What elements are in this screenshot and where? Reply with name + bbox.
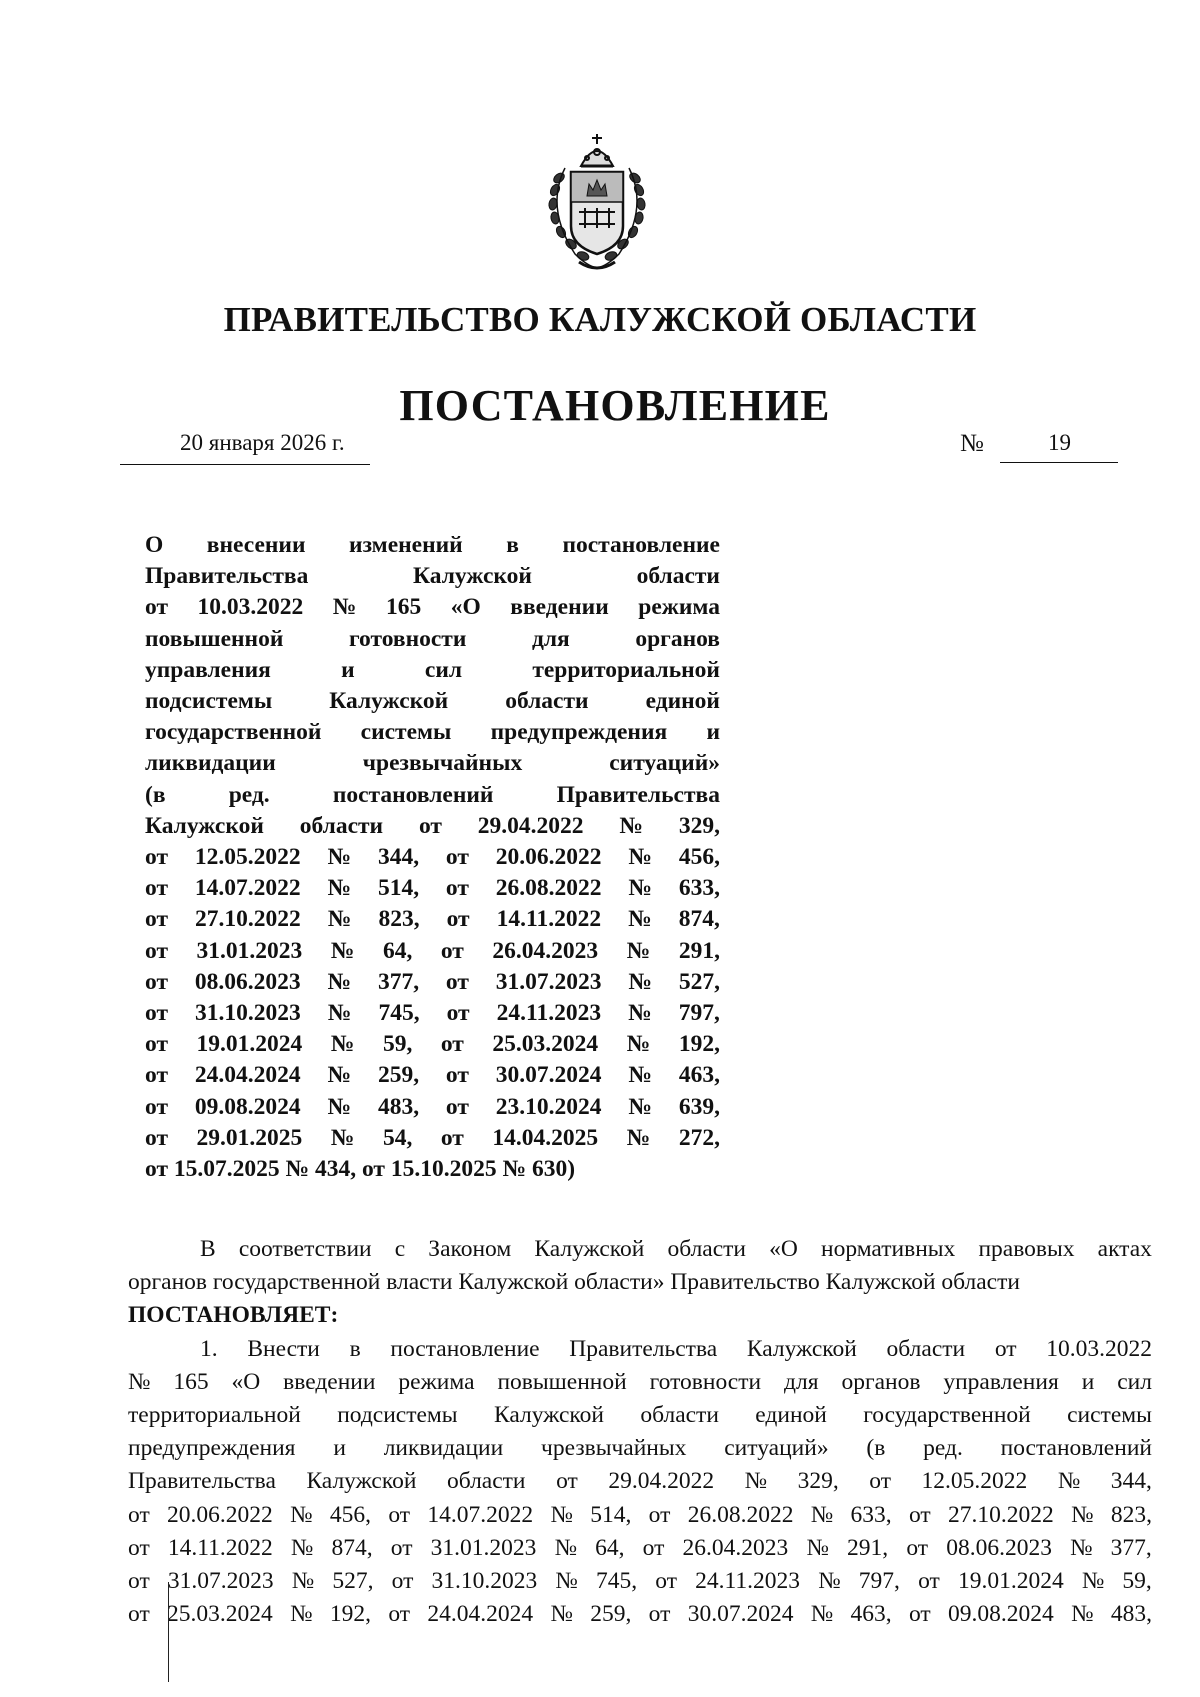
word: 514, (590, 1501, 632, 1528)
word: 874, (331, 1534, 373, 1561)
subject-line (145, 1060, 720, 1091)
word: ликвидации (145, 750, 276, 777)
word: 514, (377, 875, 420, 902)
preamble-line (128, 1266, 1152, 1299)
item-1 (128, 1333, 1152, 1632)
word: соответствии (238, 1236, 372, 1262)
word: № (628, 906, 652, 933)
word: постановление (562, 532, 720, 558)
item-line (128, 1333, 1152, 1366)
word: № (806, 1534, 829, 1561)
word: 20.06.2022 (167, 1501, 273, 1528)
word: изменений (349, 532, 463, 558)
word: № (327, 1093, 352, 1120)
preamble-line (128, 1233, 1152, 1266)
word: 24.11.2023 (695, 1568, 801, 1595)
word: № (1071, 1601, 1094, 1628)
word: 259, (590, 1601, 632, 1628)
word: государственной (863, 1402, 1031, 1429)
word: от (418, 812, 442, 839)
word: области (505, 688, 589, 715)
word: 823, (378, 906, 420, 933)
word: № (1057, 1468, 1081, 1495)
word: (в (145, 781, 166, 808)
word: Калужской (493, 1402, 604, 1429)
word: № (818, 1568, 841, 1595)
subject-line (145, 748, 720, 779)
subject-line (145, 592, 720, 623)
word: управления (145, 656, 271, 683)
word: 745, (378, 1000, 420, 1027)
word: области (299, 812, 384, 839)
subject-line: от 15.07.2025 № 434, от 15.10.2025 № 630) (145, 1156, 576, 1183)
word: 08.06.2023 (194, 968, 301, 995)
word: 64, (382, 937, 413, 964)
word: внесении (206, 532, 306, 558)
word: от (145, 1093, 168, 1120)
word: с (394, 1236, 406, 1262)
word: № (555, 1568, 578, 1595)
word: Калужской (413, 563, 532, 590)
word: предупреждения (128, 1435, 296, 1462)
word: 08.06.2023 (946, 1534, 1052, 1561)
word: системы (1067, 1402, 1152, 1429)
word: от (908, 1501, 931, 1528)
word: «О (769, 1236, 798, 1262)
word: от (145, 1031, 168, 1058)
subject-line (145, 842, 720, 873)
subject-line (145, 998, 720, 1029)
word: 14.11.2022 (167, 1534, 273, 1561)
subject-line (145, 904, 720, 935)
word: 19.01.2024 (957, 1568, 1064, 1595)
document-body (128, 1233, 1152, 1631)
word: Калужской (306, 1468, 417, 1495)
word: № (810, 1501, 834, 1528)
item-line (128, 1565, 1152, 1598)
word: 19.01.2024 (196, 1031, 303, 1058)
item-line (128, 1366, 1152, 1399)
word: В (200, 1236, 216, 1262)
decree-line (128, 1299, 1152, 1332)
word: от (440, 937, 464, 964)
word: № (330, 1124, 355, 1151)
word: № (291, 1568, 315, 1595)
word: № (626, 937, 651, 964)
word: от (642, 1534, 665, 1561)
word: № (550, 1601, 573, 1628)
word: предупреждения (490, 719, 668, 746)
word: от (128, 1534, 150, 1561)
word: 745, (596, 1568, 638, 1595)
word: № (554, 1534, 577, 1561)
word: постановлений (1000, 1435, 1152, 1462)
word: единой (755, 1402, 827, 1429)
word: 31.10.2023 (195, 1000, 301, 1027)
word: готовности (649, 1368, 762, 1395)
word: от (388, 1601, 411, 1628)
word: (в (866, 1435, 886, 1462)
word: № (628, 1093, 652, 1120)
word: 29.04.2022 (608, 1468, 715, 1495)
word: 26.04.2023 (492, 937, 599, 964)
word: от (446, 1000, 470, 1027)
word: для (784, 1368, 819, 1395)
word: 26.08.2022 (687, 1501, 794, 1528)
item-line (128, 1399, 1152, 1432)
word: от (445, 1093, 469, 1120)
word: от (145, 844, 168, 871)
word: 24.04.2024 (194, 1062, 301, 1089)
word: 165 (385, 594, 422, 621)
word: № (290, 1501, 313, 1528)
word: 09.08.2024 (948, 1601, 1054, 1628)
word: от (145, 906, 168, 933)
word: от (445, 1062, 469, 1089)
word: № (628, 1062, 652, 1089)
word: 823, (1110, 1501, 1152, 1528)
word: от (446, 906, 470, 933)
word: от (128, 1568, 150, 1595)
margin-mark (168, 1582, 169, 1682)
word: области (446, 1468, 526, 1495)
word: ред. (923, 1435, 963, 1462)
word: и (341, 656, 355, 683)
word: 259, (377, 1062, 420, 1089)
word: Калужской (534, 1236, 645, 1262)
word: 377, (377, 968, 420, 995)
word: постановлений (332, 781, 494, 808)
word: от (440, 1031, 464, 1058)
subject-line (145, 686, 720, 717)
word: № (128, 1368, 151, 1395)
word: № (1071, 1501, 1094, 1528)
word: 59, (1122, 1568, 1152, 1595)
word: 344, (377, 844, 420, 871)
word: 192, (329, 1601, 371, 1628)
word: 291, (847, 1534, 889, 1561)
word: 12.05.2022 (921, 1468, 1028, 1495)
number-sign: № (960, 430, 984, 457)
subject-line (145, 717, 720, 748)
word: 272, (678, 1124, 720, 1151)
word: 26.04.2023 (682, 1534, 789, 1561)
word: повышенной (145, 625, 284, 652)
subject-line (145, 1123, 720, 1154)
word: от (445, 844, 469, 871)
word: от (145, 875, 168, 902)
subject-line (145, 530, 720, 561)
word: управления (943, 1368, 1059, 1395)
word: области (640, 1402, 719, 1429)
word: государственной (145, 719, 322, 746)
word: в (349, 1335, 361, 1362)
word: от (648, 1501, 671, 1528)
word: 797, (858, 1568, 900, 1595)
word: для (531, 625, 570, 652)
word: «О (450, 594, 481, 621)
word: 27.10.2022 (195, 906, 301, 933)
word: 874, (678, 906, 720, 933)
word: Калужской (746, 1335, 857, 1362)
word: 797, (678, 1000, 720, 1027)
word: территориальной (532, 656, 720, 683)
word: и (706, 719, 720, 746)
word: от (128, 1601, 150, 1628)
word: 14.07.2022 (194, 875, 301, 902)
word: от (145, 968, 168, 995)
word: от (391, 1568, 414, 1595)
word: № (327, 875, 352, 902)
word: 30.07.2024 (687, 1601, 794, 1628)
word: от (145, 1000, 168, 1027)
word: № (628, 1000, 652, 1027)
word: № (619, 812, 643, 839)
word: от (445, 875, 469, 902)
word: 09.08.2024 (194, 1093, 301, 1120)
word: правовых (978, 1236, 1075, 1262)
document-date: 20 января 2026 г. (180, 430, 345, 455)
subject-line (145, 780, 720, 811)
word: 31.01.2023 (196, 937, 303, 964)
number-underline (1000, 462, 1118, 463)
word: 31.10.2023 (431, 1568, 538, 1595)
word: 291, (678, 937, 720, 964)
word: 20.06.2022 (495, 844, 602, 871)
word: 12.05.2022 (194, 844, 301, 871)
word: введении (283, 1368, 376, 1395)
word: 483, (1110, 1601, 1152, 1628)
word: № (330, 1031, 355, 1058)
government-title: ПРАВИТЕЛЬСТВО КАЛУЖСКОЙ ОБЛАСТИ (223, 300, 977, 339)
word: от (440, 1124, 464, 1151)
preamble-text: органов государственной власти Калужской области» Правительство Калужской области (128, 1269, 1020, 1296)
word: 165 (173, 1368, 209, 1395)
word: 29.04.2022 (477, 812, 584, 839)
word: 54, (382, 1124, 413, 1151)
word: 24.11.2023 (496, 1000, 602, 1027)
word: 10.03.2022 (1046, 1335, 1152, 1362)
word: в (506, 532, 519, 558)
word: от (918, 1568, 940, 1595)
subject-line (145, 561, 720, 592)
word: сил (424, 656, 463, 683)
word: 27.10.2022 (948, 1501, 1054, 1528)
word: № (628, 968, 652, 995)
word: и (333, 1435, 346, 1462)
item-line (128, 1432, 1152, 1465)
word: единой (645, 688, 720, 715)
word: 10.03.2022 (197, 594, 304, 621)
word: Внести (247, 1335, 320, 1362)
word: № (810, 1601, 834, 1628)
word: № (327, 968, 352, 995)
word: № (327, 1000, 352, 1027)
word: 463, (850, 1601, 892, 1628)
word: № (628, 875, 652, 902)
word: подсистемы (145, 688, 273, 715)
word: «О (231, 1368, 261, 1395)
word: № (327, 1062, 352, 1089)
word: от (648, 1601, 671, 1628)
kaluga-coat-of-arms-icon (535, 128, 659, 278)
word: от (145, 1124, 168, 1151)
word: нормативных (821, 1236, 956, 1262)
word: от (145, 937, 168, 964)
subject-line (145, 655, 720, 686)
word: 14.11.2022 (496, 906, 602, 933)
word: введении (510, 594, 609, 621)
word: 14.04.2025 (492, 1124, 599, 1151)
word: 192, (678, 1031, 720, 1058)
item-line (128, 1532, 1152, 1565)
word: от (145, 1062, 168, 1089)
word: 344, (1110, 1468, 1152, 1495)
subject-line (145, 967, 720, 998)
subject-line (145, 873, 720, 904)
word: № (626, 1031, 651, 1058)
word: и (1081, 1368, 1095, 1395)
word: системы (360, 719, 452, 746)
word: чрезвычайных (362, 750, 523, 777)
word: Правительства (569, 1335, 718, 1362)
item-line (128, 1499, 1152, 1532)
word: 527, (332, 1568, 374, 1595)
word: № (744, 1468, 768, 1495)
word: 527, (678, 968, 720, 995)
word: от (388, 1501, 411, 1528)
word: Законом (428, 1236, 512, 1262)
word: 633, (850, 1501, 892, 1528)
word: ликвидации (383, 1435, 504, 1462)
word: чрезвычайных (541, 1435, 687, 1462)
word: от (145, 594, 168, 621)
word: подсистемы (337, 1402, 458, 1429)
word: № (1070, 1534, 1093, 1561)
document-number: 19 (1048, 430, 1071, 455)
word: актах (1097, 1236, 1152, 1262)
word: 633, (678, 875, 720, 902)
word: Калужской (145, 812, 264, 839)
word: территориальной (128, 1402, 301, 1429)
word: органов (841, 1368, 921, 1395)
word: от (445, 968, 469, 995)
word: 456, (329, 1501, 371, 1528)
word: ситуаций» (609, 750, 720, 777)
subject-line (145, 1029, 720, 1060)
word: 23.10.2024 (495, 1093, 602, 1120)
word: 483, (377, 1093, 420, 1120)
subject-line (145, 811, 720, 842)
word: 377, (1110, 1534, 1152, 1561)
word: 31.07.2023 (495, 968, 602, 995)
word: Правительства (145, 563, 309, 590)
word: 29.01.2025 (196, 1124, 303, 1151)
word: режима (638, 594, 720, 621)
document-date-field (120, 430, 370, 465)
word: режима (398, 1368, 475, 1395)
word: ситуаций» (724, 1435, 829, 1462)
document-subject (145, 530, 720, 1185)
word: повышенной (497, 1368, 627, 1395)
item-line (128, 1465, 1152, 1498)
word: № (628, 844, 652, 871)
word: Правительства (128, 1468, 276, 1495)
word: от (390, 1534, 413, 1561)
word: от (556, 1468, 578, 1495)
word: 26.08.2022 (495, 875, 602, 902)
word: от (908, 1601, 931, 1628)
subject-line (145, 624, 720, 655)
word: от (128, 1501, 150, 1528)
subject-line (145, 936, 720, 967)
word: от (906, 1534, 929, 1561)
word: 25.03.2024 (492, 1031, 599, 1058)
word: 456, (678, 844, 720, 871)
word: области (667, 1236, 747, 1262)
word: № (332, 594, 357, 621)
word: 329, (797, 1468, 839, 1495)
item-line (128, 1598, 1152, 1631)
word: № (327, 844, 352, 871)
word: № (626, 1124, 651, 1151)
subject-line (145, 1092, 720, 1123)
word: 30.07.2024 (495, 1062, 602, 1089)
word: № (1081, 1568, 1105, 1595)
document-number-field (960, 430, 1120, 464)
word: от (994, 1335, 1017, 1362)
word: 59, (382, 1031, 413, 1058)
word: 1. (200, 1335, 218, 1362)
word: 31.07.2023 (167, 1568, 274, 1595)
word: области (636, 563, 720, 590)
word: сил (1117, 1368, 1152, 1395)
word: № (290, 1601, 313, 1628)
word: от (869, 1468, 891, 1495)
word: от (655, 1568, 677, 1595)
word: № (290, 1534, 314, 1561)
word: 31.01.2023 (430, 1534, 537, 1561)
document-type-heading: ПОСТАНОВЛЕНИЕ (399, 381, 831, 430)
decree-word: ПОСТАНОВЛЯЕТ: (128, 1302, 339, 1329)
word: 64, (595, 1534, 625, 1561)
word: готовности (348, 625, 467, 652)
word: 25.03.2024 (167, 1601, 273, 1628)
word: области (886, 1335, 966, 1362)
word: О (145, 532, 164, 558)
word: № (550, 1501, 573, 1528)
word: 14.07.2022 (427, 1501, 534, 1528)
word: постановление (390, 1335, 540, 1362)
word: ред. (228, 781, 270, 808)
word: 329, (678, 812, 720, 839)
word: № (330, 937, 355, 964)
word: 24.04.2024 (427, 1601, 534, 1628)
word: органов (635, 625, 720, 652)
word: 639, (678, 1093, 720, 1120)
word: Калужской (329, 688, 449, 715)
word: Правительства (556, 781, 720, 808)
word: № (327, 906, 352, 933)
word: 463, (678, 1062, 720, 1089)
